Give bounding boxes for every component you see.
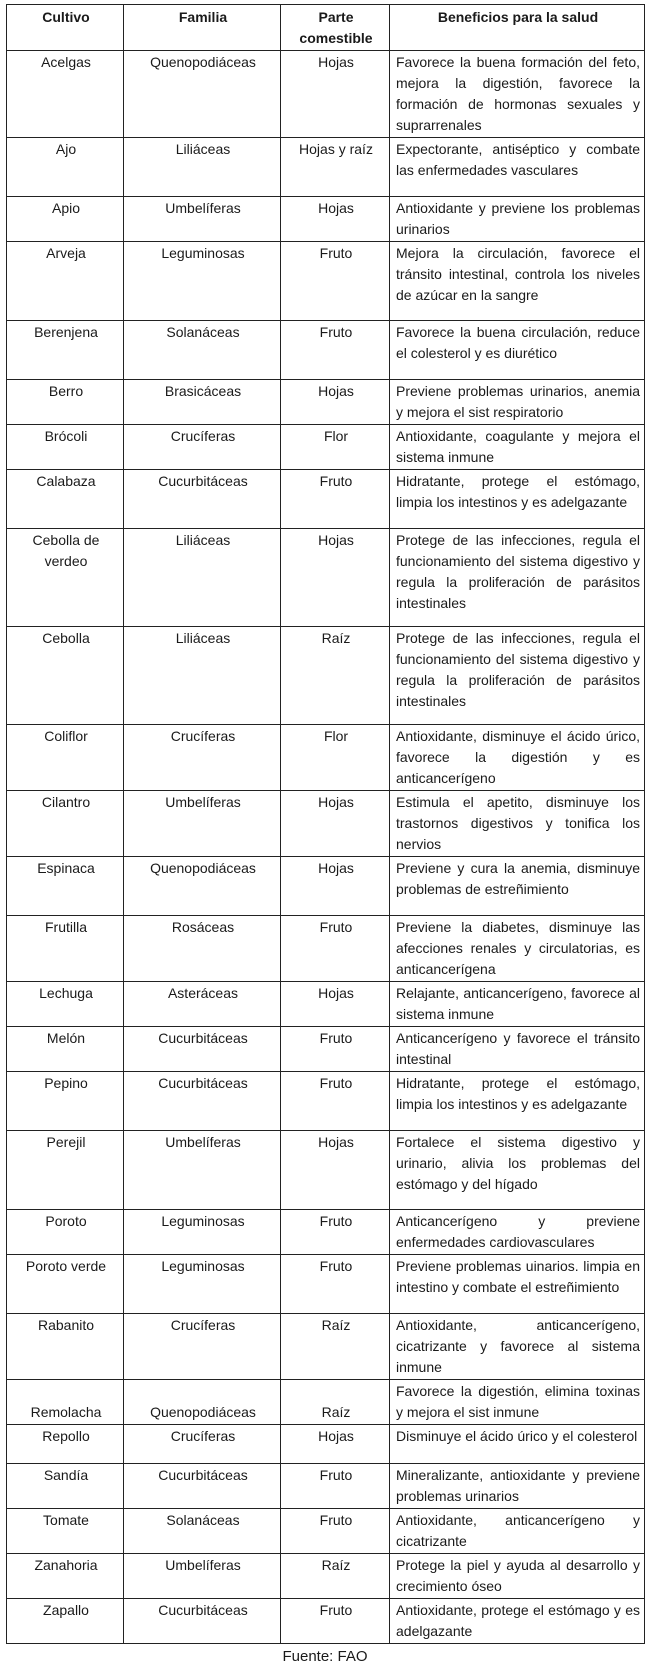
cell-familia: Leguminosas — [124, 1255, 281, 1314]
table-row — [7, 470, 645, 529]
cell-familia: Quenopodiáceas — [124, 1380, 281, 1425]
cell-cultivo: Arveja — [7, 242, 124, 321]
cell-familia: Quenopodiáceas — [124, 51, 281, 138]
cell-cultivo: Repollo — [7, 1425, 124, 1464]
cell-beneficios: Anticancerígeno y favorece el tránsito intestinal — [390, 1027, 645, 1072]
cell-familia: Liliáceas — [124, 138, 281, 197]
cell-familia: Crucíferas — [124, 425, 281, 470]
cell-beneficios: Antioxidante, anticancerígeno, cicatrizante y favorece al sistema inmune — [390, 1314, 645, 1380]
table-row — [7, 982, 645, 1027]
table-row — [7, 51, 645, 138]
cell-beneficios: Anticancerígeno y previene enfermedades cardiovasculares — [390, 1210, 645, 1255]
cell-cultivo: Berro — [7, 380, 124, 425]
cell-cultivo: Ajo — [7, 138, 124, 197]
cell-beneficios: Relajante, anticancerígeno, favorece al sistema inmune — [390, 982, 645, 1027]
table-row — [7, 1072, 645, 1131]
cell-parte-comestible: Flor — [281, 425, 390, 470]
cell-cultivo: Tomate — [7, 1509, 124, 1554]
cell-cultivo: Lechuga — [7, 982, 124, 1027]
cell-cultivo: Melón — [7, 1027, 124, 1072]
cell-familia: Crucíferas — [124, 725, 281, 791]
cell-familia: Solanáceas — [124, 1509, 281, 1554]
table-row — [7, 857, 645, 916]
cell-beneficios: Hidratante, protege el estómago, limpia los intestinos y es adelgazante — [390, 1072, 645, 1131]
crops-table — [6, 4, 645, 1644]
cell-familia: Cucurbitáceas — [124, 1599, 281, 1644]
cell-cultivo: Acelgas — [7, 51, 124, 138]
header-beneficios: Beneficios para la salud — [390, 5, 645, 51]
cell-beneficios: Previene y cura la anemia, disminuye problemas de estreñimiento — [390, 857, 645, 916]
cell-parte-comestible: Fruto — [281, 1255, 390, 1314]
cell-familia: Umbelíferas — [124, 197, 281, 242]
cell-familia: Leguminosas — [124, 1210, 281, 1255]
cell-beneficios: Disminuye el ácido úrico y el colesterol — [390, 1425, 645, 1464]
cell-parte-comestible: Hojas — [281, 380, 390, 425]
cell-parte-comestible: Hojas — [281, 1425, 390, 1464]
cell-beneficios: Antioxidante y previene los problemas urinarios — [390, 197, 645, 242]
cell-parte-comestible: Raíz — [281, 627, 390, 725]
table-row — [7, 1599, 645, 1644]
cell-cultivo: Rabanito — [7, 1314, 124, 1380]
cell-cultivo: Coliflor — [7, 725, 124, 791]
table-row — [7, 242, 645, 321]
cell-beneficios: Antioxidante, protege el estómago y es adelgazante — [390, 1599, 645, 1644]
cell-beneficios: Antioxidante, disminuye el ácido úrico, favorece la digestión y es anticancerígeno — [390, 725, 645, 791]
cell-cultivo: Berenjena — [7, 321, 124, 380]
table-row — [7, 1509, 645, 1554]
cell-parte-comestible: Hojas — [281, 982, 390, 1027]
header-cultivo: Cultivo — [7, 5, 124, 51]
table-row — [7, 529, 645, 627]
table-row — [7, 1027, 645, 1072]
cell-parte-comestible: Hojas — [281, 857, 390, 916]
cell-beneficios: Antioxidante, coagulante y mejora el sistema inmune — [390, 425, 645, 470]
cell-familia: Leguminosas — [124, 242, 281, 321]
table-row — [7, 1554, 645, 1599]
cell-parte-comestible: Hojas — [281, 529, 390, 627]
cell-beneficios: Estimula el apetito, disminuye los trastornos digestivos y tonifica los nervios — [390, 791, 645, 857]
table-row — [7, 1380, 645, 1425]
cell-beneficios: Previene problemas urinarios, anemia y mejora el sist respiratorio — [390, 380, 645, 425]
table-row — [7, 627, 645, 725]
table-row — [7, 380, 645, 425]
table-row — [7, 197, 645, 242]
table-row — [7, 321, 645, 380]
cell-parte-comestible: Fruto — [281, 1599, 390, 1644]
header-parte-comestible: Parte comestible — [281, 5, 390, 51]
cell-parte-comestible: Hojas — [281, 51, 390, 138]
cell-beneficios: Mejora la circulación, favorece el tránsito intestinal, controla los niveles de azúcar en la sangre — [390, 242, 645, 321]
cell-beneficios: Previene la diabetes, disminuye las afecciones renales y circulatorias, es anticancerígena — [390, 916, 645, 982]
cell-cultivo: Cilantro — [7, 791, 124, 857]
cell-parte-comestible: Hojas — [281, 1131, 390, 1210]
cell-cultivo: Zapallo — [7, 1599, 124, 1644]
cell-familia: Umbelíferas — [124, 791, 281, 857]
table-row — [7, 1131, 645, 1210]
cell-beneficios: Favorece la buena formación del feto, mejora la digestión, favorece la formación de hormonas sexuales y suprarrenales — [390, 51, 645, 138]
header-familia: Familia — [124, 5, 281, 51]
table-header-row — [7, 5, 645, 51]
cell-familia: Rosáceas — [124, 916, 281, 982]
cell-parte-comestible: Fruto — [281, 321, 390, 380]
cell-cultivo: Sandía — [7, 1464, 124, 1509]
cell-cultivo: Cebolla de verdeo — [7, 529, 124, 627]
cell-cultivo: Zanahoria — [7, 1554, 124, 1599]
cell-beneficios: Favorece la buena circulación, reduce el colesterol y es diurético — [390, 321, 645, 380]
source-caption: Fuente: FAO — [282, 1648, 368, 1665]
table-row — [7, 1210, 645, 1255]
cell-cultivo: Poroto verde — [7, 1255, 124, 1314]
table-row — [7, 425, 645, 470]
cell-parte-comestible: Fruto — [281, 916, 390, 982]
table-row — [7, 1464, 645, 1509]
cell-familia: Crucíferas — [124, 1425, 281, 1464]
table-row — [7, 916, 645, 982]
cell-parte-comestible: Raíz — [281, 1554, 390, 1599]
cell-parte-comestible: Fruto — [281, 470, 390, 529]
cell-beneficios: Favorece la digestión, elimina toxinas y mejora el sist inmune — [390, 1380, 645, 1425]
cell-cultivo: Pepino — [7, 1072, 124, 1131]
cell-parte-comestible: Fruto — [281, 1027, 390, 1072]
cell-beneficios: Mineralizante, antioxidante y previene problemas urinarios — [390, 1464, 645, 1509]
cell-cultivo: Espinaca — [7, 857, 124, 916]
table-row — [7, 1425, 645, 1464]
cell-cultivo: Remolacha — [7, 1380, 124, 1425]
cell-parte-comestible: Hojas y raíz — [281, 138, 390, 197]
cell-familia: Brasicáceas — [124, 380, 281, 425]
cell-familia: Cucurbitáceas — [124, 1464, 281, 1509]
cell-familia: Cucurbitáceas — [124, 1027, 281, 1072]
cell-familia: Liliáceas — [124, 529, 281, 627]
cell-beneficios: Expectorante, antiséptico y combate las enfermedades vasculares — [390, 138, 645, 197]
cell-beneficios: Previene problemas uinarios. limpia en intestino y combate el estreñimiento — [390, 1255, 645, 1314]
cell-parte-comestible: Fruto — [281, 1509, 390, 1554]
cell-familia: Cucurbitáceas — [124, 1072, 281, 1131]
cell-beneficios: Protege la piel y ayuda al desarrollo y crecimiento óseo — [390, 1554, 645, 1599]
cell-beneficios: Hidratante, protege el estómago, limpia los intestinos y es adelgazante — [390, 470, 645, 529]
cell-familia: Quenopodiáceas — [124, 857, 281, 916]
cell-familia: Cucurbitáceas — [124, 470, 281, 529]
cell-cultivo: Perejil — [7, 1131, 124, 1210]
cell-parte-comestible: Fruto — [281, 242, 390, 321]
cell-cultivo: Poroto — [7, 1210, 124, 1255]
cell-parte-comestible: Fruto — [281, 1464, 390, 1509]
cell-beneficios: Fortalece el sistema digestivo y urinario, alivia los problemas del estómago y del hígado — [390, 1131, 645, 1210]
cell-parte-comestible: Hojas — [281, 197, 390, 242]
cell-cultivo: Apio — [7, 197, 124, 242]
cell-beneficios: Antioxidante, anticancerígeno y cicatrizante — [390, 1509, 645, 1554]
cell-familia: Umbelíferas — [124, 1131, 281, 1210]
table-row — [7, 138, 645, 197]
cell-cultivo: Calabaza — [7, 470, 124, 529]
table-body — [7, 51, 645, 1644]
cell-familia: Solanáceas — [124, 321, 281, 380]
cell-familia: Liliáceas — [124, 627, 281, 725]
cell-beneficios: Protege de las infecciones, regula el funcionamiento del sistema digestivo y regula la proliferación de parásitos intestinales — [390, 529, 645, 627]
table-row — [7, 1255, 645, 1314]
cell-parte-comestible: Flor — [281, 725, 390, 791]
cell-familia: Crucíferas — [124, 1314, 281, 1380]
cell-parte-comestible: Raíz — [281, 1380, 390, 1425]
cell-cultivo: Frutilla — [7, 916, 124, 982]
table-row — [7, 791, 645, 857]
table-row — [7, 725, 645, 791]
cell-parte-comestible: Raíz — [281, 1314, 390, 1380]
cell-familia: Asteráceas — [124, 982, 281, 1027]
table-row — [7, 1314, 645, 1380]
cell-parte-comestible: Fruto — [281, 1072, 390, 1131]
cell-cultivo: Brócoli — [7, 425, 124, 470]
cell-cultivo: Cebolla — [7, 627, 124, 725]
cell-parte-comestible: Fruto — [281, 1210, 390, 1255]
cell-beneficios: Protege de las infecciones, regula el funcionamiento del sistema digestivo y regula la proliferación de parásitos intestinales — [390, 627, 645, 725]
cell-familia: Umbelíferas — [124, 1554, 281, 1599]
cell-parte-comestible: Hojas — [281, 791, 390, 857]
